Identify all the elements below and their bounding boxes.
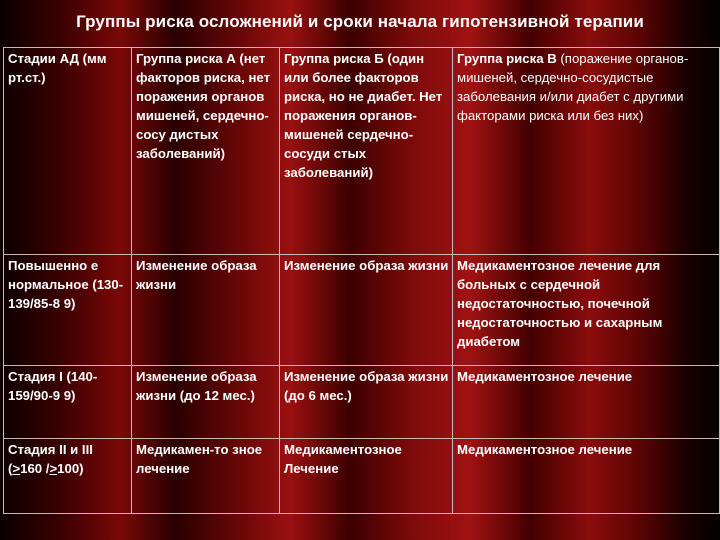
group-b-cell: Медикаментозное Лечение: [280, 439, 453, 514]
stage-prefix: Стадия II и III (: [8, 442, 93, 476]
header-stage-cell: Стадии АД (мм рт.ст.): [4, 48, 132, 255]
stage-value: 100): [57, 461, 84, 476]
stage-cell: Стадия I (140-159/90-9 9): [4, 366, 132, 439]
stage-cell: Повышенно е нормальное (130-139/85-8 9): [4, 255, 132, 366]
group-a-cell: Изменение образа жизни: [132, 255, 280, 366]
group-c-cell: Медикаментозное лечение: [453, 439, 720, 514]
header-group-c-text: (поражение органов-мишеней, сердечно-сосудистые заболевания и/или диабет с другими факторами риска или без них): [457, 51, 689, 123]
table-row: [4, 366, 720, 439]
stage-gt-sign: >: [49, 461, 58, 476]
group-b-cell: Изменение образа жизни (до 6 мес.): [280, 366, 453, 439]
slide-title: Группы риска осложнений и сроки начала гипотензивной терапии: [76, 12, 644, 31]
group-b-cell: Изменение образа жизни: [280, 255, 453, 366]
header-group-a-cell: Группа риска А (нет факторов риска, нет поражения органов мишеней, сердечно-сосу дистых заболеваний): [132, 48, 280, 255]
risk-groups-table: [3, 47, 720, 514]
table-row: [4, 439, 720, 514]
header-group-b-cell: Группа риска Б (один или более факторов риска, но не диабет. Нет поражения органов-мишеней сердечно-сосуди стых заболеваний): [280, 48, 453, 255]
table-header-row: [4, 48, 720, 255]
stage-cell: [4, 439, 132, 514]
header-group-c-cell: [453, 48, 720, 255]
stage-gt-sign: >: [12, 461, 21, 476]
header-group-c-title: Группа риска В: [457, 51, 557, 66]
stage-value: 160 /: [20, 461, 50, 476]
table-row: [4, 255, 720, 366]
group-a-cell: Изменение образа жизни (до 12 мес.): [132, 366, 280, 439]
group-a-cell: Медикамен-то зное лечение: [132, 439, 280, 514]
group-c-cell: Медикаментозное лечение для больных с сердечной недостаточностью, почечной недостаточностью и сахарным диабетом: [453, 255, 720, 366]
group-c-cell: Медикаментозное лечение: [453, 366, 720, 439]
